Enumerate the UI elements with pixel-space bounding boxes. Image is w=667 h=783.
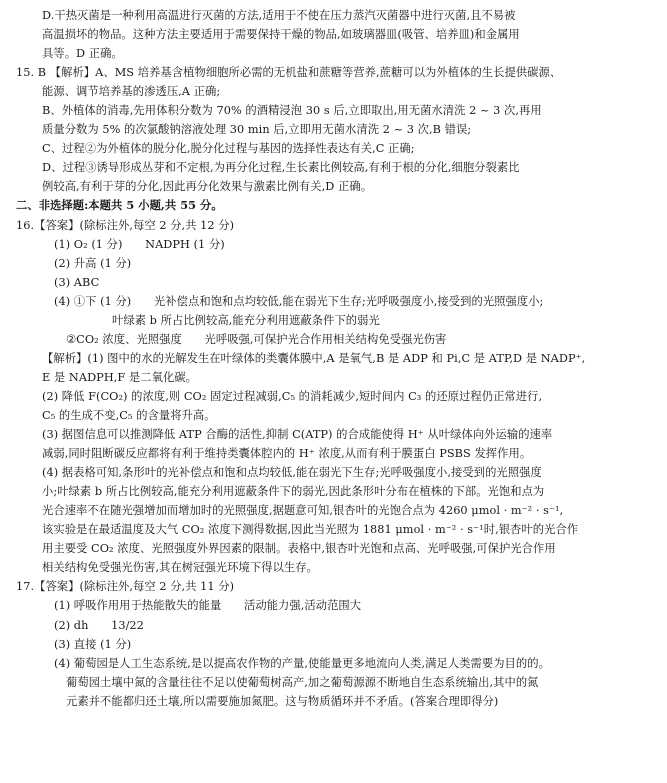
text-line: (2) dh 13/22 xyxy=(54,618,144,632)
text-line: 元素并不能都归还土壤,所以需要施加氮肥。这与物质循环并不矛盾。(答案合理即得分) xyxy=(66,694,499,708)
text-line: 17.【答案】(除标注外,每空 2 分,共 11 分) xyxy=(16,580,235,594)
text-line: 减弱,同时阻断碳反应都将有利于维持类囊体腔内的 H⁺ 浓度,从而有利于膜蛋白 PSBS 发挥作用。 xyxy=(42,447,532,461)
text-line: D.干热灭菌是一种利用高温进行灭菌的方法,适用于不使在压力蒸汽灭菌器中进行灭菌,且不易被 xyxy=(42,9,516,22)
text-line: (4) ①下 (1 分) 光补偿点和饱和点均较低,能在弱光下生存;光呼吸强度小,接受到的光照强度小; xyxy=(54,294,544,308)
text-line: (1) O₂ (1 分) NADPH (1 分) xyxy=(54,237,225,251)
text-line: E 是 NADPH,F 是二氧化碳。 xyxy=(42,370,197,384)
text-line: (2) 降低 F(CO₂) 的浓度,则 CO₂ 固定过程减弱,C₅ 的消耗减少,短时间内 C₃ 的还原过程仍正常进行, xyxy=(42,389,543,403)
text-line: 二、非选择题:本题共 5 小题,共 55 分。 xyxy=(16,198,223,213)
text-line: 16.【答案】(除标注外,每空 2 分,共 12 分) xyxy=(16,218,235,232)
text-line: C、过程②为外植体的脱分化,脱分化过程与基因的选择性表达有关,C 正确; xyxy=(42,142,415,156)
text-line: 高温损坏的物品。这种方法主要适用于需要保持干燥的物品,如玻璃器皿(吸管、培养皿)和金属用 xyxy=(42,28,520,42)
text-line: (2) 升高 (1 分) xyxy=(54,256,132,270)
text-line: D、过程③诱导形成丛芽和不定根,为再分化过程,生长素比例较高,有利于根的分化,细胞分裂素比 xyxy=(42,161,520,175)
text-line: ②CO₂ 浓度、光照强度 光呼吸强,可保护光合作用相关结构免受强光伤害 xyxy=(66,332,447,346)
text-line: 叶绿素 b 所占比例较高,能充分利用遮蔽条件下的弱光 xyxy=(112,313,380,327)
text-line: (4) 据表格可知,条形叶的光补偿点和饱和点均较低,能在弱光下生存;光呼吸强度小,接受到的光照强度 xyxy=(42,466,542,480)
text-line: 例较高,有利于芽的分化,因此再分化效果与激素比例有关,D 正确。 xyxy=(42,180,373,194)
text-line: (3) 直接 (1 分) xyxy=(54,637,132,651)
text-line: B、外植体的消毒,先用体积分数为 70% 的酒精浸泡 30 s 后,立即取出,用无菌水清洗 2 ~ 3 次,再用 xyxy=(42,104,542,118)
text-line: 能源、调节培养基的渗透压,A 正确; xyxy=(42,85,221,99)
text-line: (1) 呼吸作用用于热能散失的能量 活动能力强,活动范围大 xyxy=(54,599,362,613)
text-line: 具等。D 正确。 xyxy=(42,47,123,61)
text-line: 质量分数为 5% 的次氯酸钠溶液处理 30 min 后,立即用无菌水清洗 2 ~ 3 次,B 错误; xyxy=(42,123,472,137)
text-line: 相关结构免受强光伤害,其在树冠强光环境下得以生存。 xyxy=(42,561,318,575)
text-line: C₅ 的生成不变,C₅ 的含量将升高。 xyxy=(42,408,216,422)
text-line: 光合速率不在随光强增加而增加时的光照强度,据题意可知,银杏叶的光饱合点为 4260 μmol · m⁻² · s⁻¹, xyxy=(42,504,564,518)
text-line: 【解析】(1) 图中的水的光解发生在叶绿体的类囊体膜中,A 是氧气,B 是 ADP 和 Pi,C 是 ATP,D 是 NADP⁺, xyxy=(42,351,586,365)
text-line: 该实验是在最适温度及大气 CO₂ 浓度下测得数据,因此当光照为 1881 μmol · m⁻² · s⁻¹时,银杏叶的光合作 xyxy=(42,523,579,537)
text-line: 用主要受 CO₂ 浓度、光照强度外界因素的限制。表格中,银杏叶光饱和点高、光呼吸强,可保护光合作用 xyxy=(42,542,556,556)
text-line: 小;叶绿素 b 所占比例较高,能充分利用遮蔽条件下的弱光,因此条形叶分布在植株的下部。光饱和点为 xyxy=(42,485,545,499)
answer-key-document xyxy=(16,6,652,711)
text-line: 葡萄园土壤中氮的含量往往不足以使葡萄树高产,加之葡萄源源不断地自生态系统输出,其中的氮 xyxy=(66,675,539,689)
text-line: 15. B 【解析】A、MS 培养基含植物细胞所必需的无机盐和蔗糖等营养,蔗糖可以为外植体的生长提供碳源、 xyxy=(16,66,562,80)
text-line: (3) 据图信息可以推测降低 ATP 合酶的活性,抑制 C(ATP) 的合成能使得 H⁺ 从叶绿体向外运输的速率 xyxy=(42,428,553,442)
text-line: (4) 葡萄园是人工生态系统,是以提高农作物的产量,使能量更多地流向人类,满足人类需要为目的的。 xyxy=(54,656,550,670)
text-line: (3) ABC xyxy=(54,275,100,289)
